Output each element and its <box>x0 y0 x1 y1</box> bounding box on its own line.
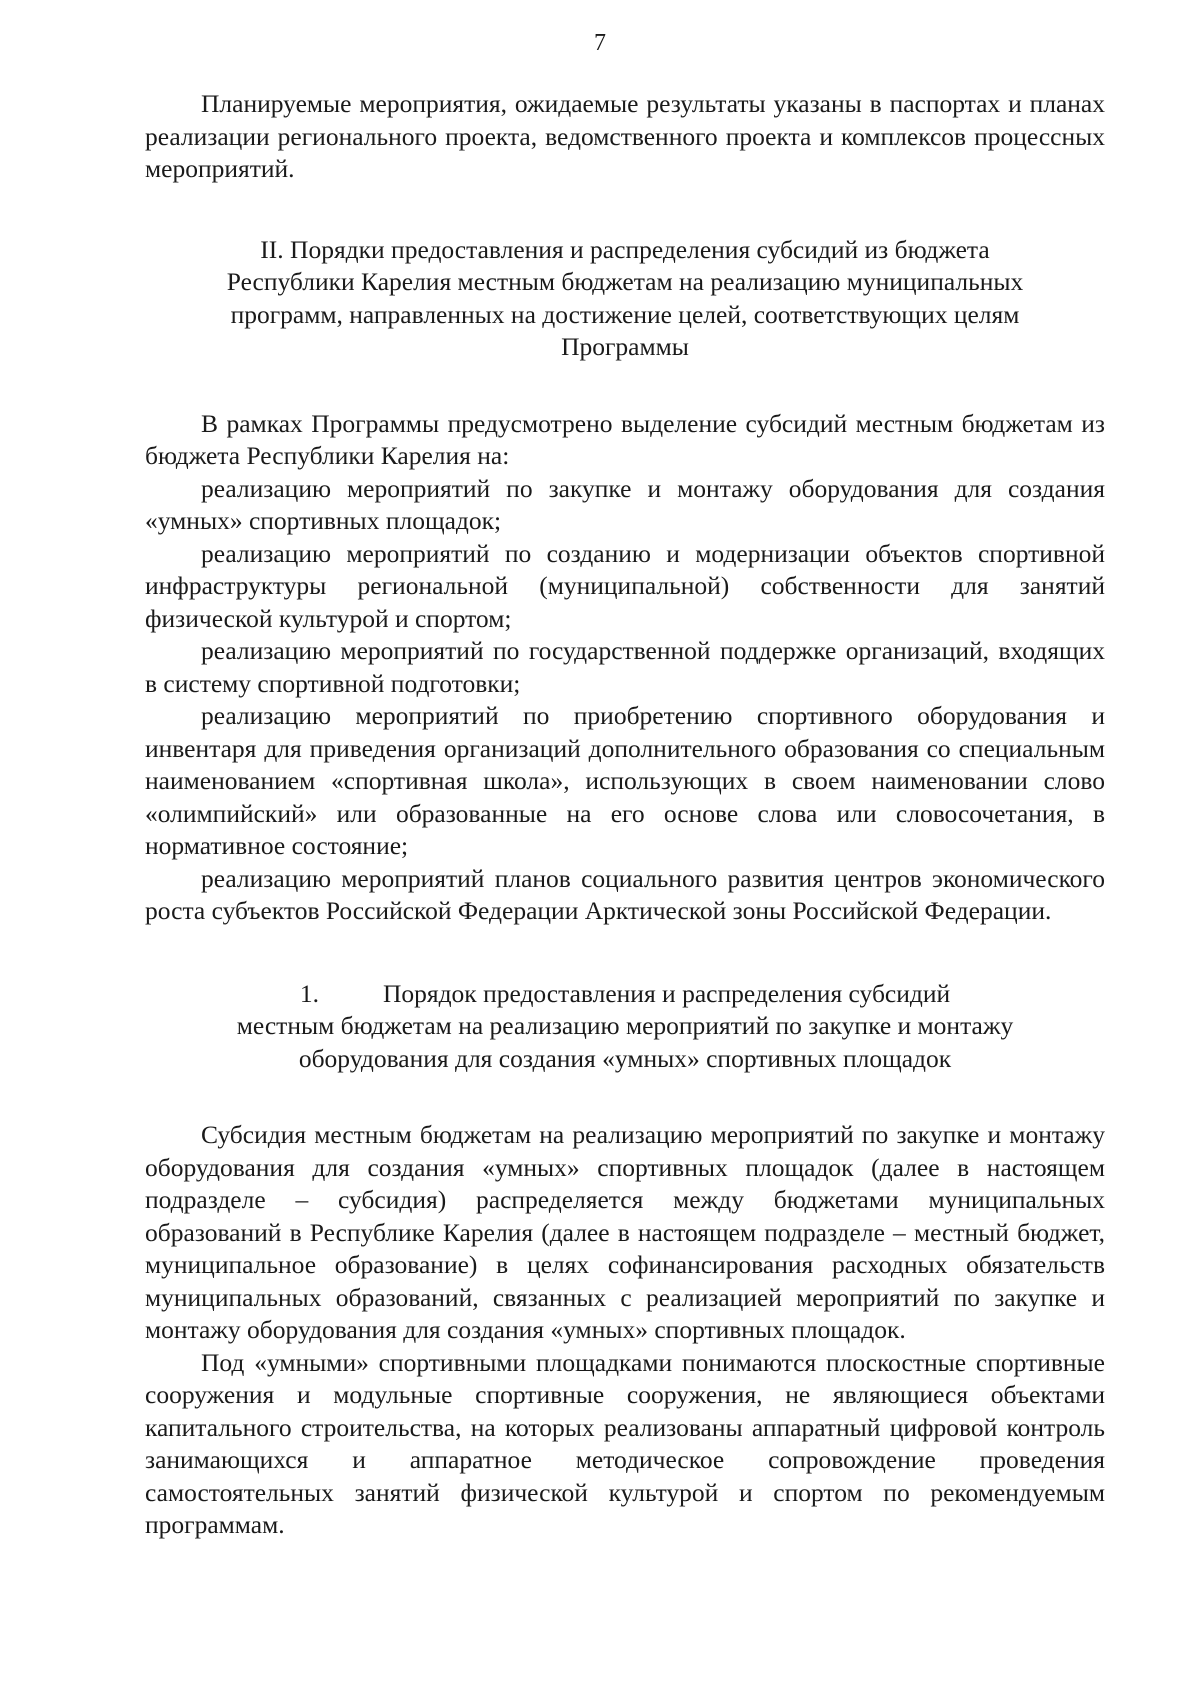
list-paragraph: реализацию мероприятий планов социального развития центров экономического роста субъектов Российской Федерации Арктической зоны Российской Федерации. <box>145 863 1105 925</box>
section-2-heading <box>145 234 1105 364</box>
section-heading-line: программ, направленных на достижение целей, соответствующих целям <box>230 299 1020 329</box>
spacer <box>145 364 1105 408</box>
list-paragraph: реализацию мероприятий по созданию и модернизации объектов спортивной инфраструктуры региональной (муниципальной) собственности для занятий физической культурой и спортом; <box>145 538 1105 633</box>
section-heading-line: Программы <box>561 332 689 361</box>
spacer <box>145 1075 1105 1119</box>
list-paragraph: реализацию мероприятий по приобретению спортивного оборудования и инвентаря для приведения организаций дополнительного образования со специальным наименованием «спортивная школа», использующих в своем наименовании слово «олимпийский» или образованные на его основе слова или словосочетания, в нормативное состояние; <box>145 701 1105 860</box>
subsection-heading-line: оборудования для создания «умных» спортивных площадок <box>298 1043 952 1073</box>
section-heading-line: II. Порядки предоставления и распределения субсидий из бюджета <box>260 234 990 264</box>
subsection-heading-line <box>145 978 1105 1011</box>
subsection-number: 1. <box>299 978 319 1008</box>
subsection-1-heading <box>145 978 1105 1076</box>
page-content <box>145 88 1105 1542</box>
body-paragraph: Субсидия местным бюджетам на реализацию мероприятий по закупке и монтажу оборудования для создания «умных» спортивных площадок (далее в настоящем подразделе – субсидия) распределяется между бюджетами муниципальных образований в Республике Карелия (далее в настоящем подразделе – местный бюджет, муниципальное образование) в целях софинансирования расходных обязательств муниципальных образований, связанных с реализацией мероприятий по закупке и монтажу оборудования для создания «умных» спортивных площадок. <box>145 1120 1105 1344</box>
page-number: 7 <box>594 30 606 56</box>
subsection-title: Порядок предоставления и распределения субсидий <box>382 978 951 1008</box>
list-paragraph: реализацию мероприятий по государственной поддержке организаций, входящих в систему спортивной подготовки; <box>145 636 1105 698</box>
section-2-body <box>145 408 1105 928</box>
subsection-1-body <box>145 1119 1105 1542</box>
subsection-heading-line: местным бюджетам на реализацию мероприятий по закупке и монтажу <box>236 1011 1014 1040</box>
spacer <box>145 928 1105 978</box>
list-paragraph: реализацию мероприятий по закупке и монтажу оборудования для создания «умных» спортивных площадок; <box>145 473 1105 535</box>
body-paragraph: Под «умными» спортивными площадками понимаются плоскостные спортивные сооружения и модульные спортивные сооружения, не являющиеся объектами капитального строительства, на которых реализованы аппаратный цифровой контроль занимающихся и аппаратное методическое сопровождение проведения самостоятельных занятий физической культурой и спортом по рекомендуемым программам. <box>145 1347 1105 1539</box>
body-paragraph: В рамках Программы предусмотрено выделение субсидий местным бюджетам из бюджета Республики Карелия на: <box>145 408 1105 470</box>
section-heading-line: Республики Карелия местным бюджетам на реализацию муниципальных <box>226 267 1024 296</box>
intro-paragraph: Планируемые мероприятия, ожидаемые результаты указаны в паспортах и планах реализации регионального проекта, ведомственного проекта и комплексов процессных мероприятий. <box>145 89 1105 183</box>
spacer <box>145 186 1105 234</box>
